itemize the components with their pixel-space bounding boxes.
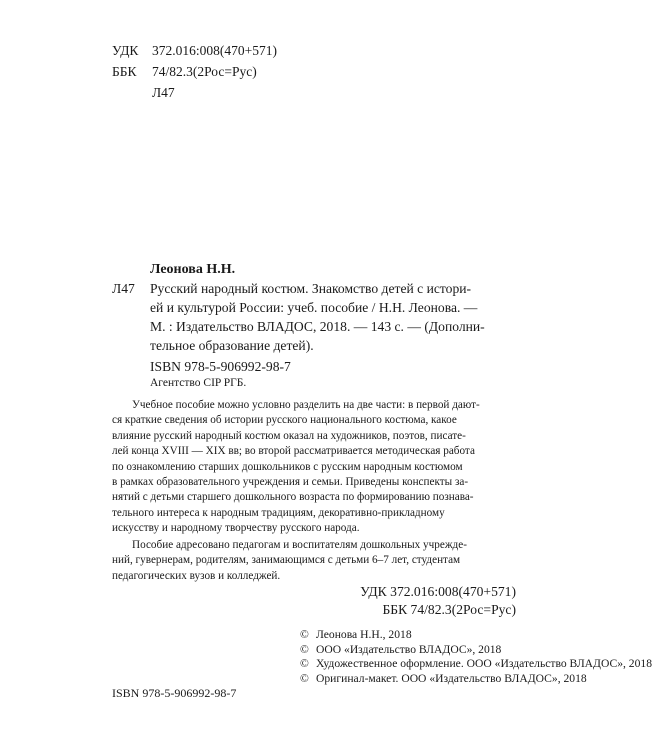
copyright-entry xyxy=(300,671,587,687)
annotation-line: Учебное пособие можно условно разделить на две части: в первой дают- xyxy=(132,399,480,411)
author-mark-record: Л47 xyxy=(112,281,135,296)
isbn-bottom: ISBN 978-5-906992-98-7 xyxy=(112,686,237,700)
bbk-value: 74/82.3(2Рос=Рус) xyxy=(152,64,257,79)
copyright-icon: © xyxy=(300,642,309,656)
copyright-icon: © xyxy=(300,628,309,641)
annotation-line: лей конца XVIII — XIX вв; во второй рассматривается методическая работа xyxy=(112,445,475,458)
copyright-entry xyxy=(300,643,520,658)
copyright-line: Художественное оформление. xyxy=(316,657,464,671)
annotation-line: ний, гувернерам, родителям, занимающимся с детьми 6–7 лет, студентам xyxy=(112,554,461,567)
annotation-line: влияние русский народный костюм оказал на художников, поэтов, писате- xyxy=(112,429,466,442)
annotation-line: ся краткие сведения об истории русского национального костюма, какое xyxy=(112,414,457,427)
description-line: тельное образование детей). xyxy=(150,338,314,353)
annotation-line: в рамках образовательного учреждения и семьи. Приведены конспекты за- xyxy=(112,476,469,489)
copyright-icon: © xyxy=(300,657,309,671)
description-line: ей и культурой России: учеб. пособие / Н.Н. Леонова. — xyxy=(150,300,478,315)
bbk-right: ББК 74/82.3(2Рос=Рус) xyxy=(382,602,516,617)
copyright-line: ООО «Издательство ВЛАДОС», 2018 xyxy=(316,642,502,656)
copyright-line: ВЛАДОС», 2018 xyxy=(504,671,587,685)
annotation-paragraph-2 xyxy=(112,538,516,584)
annotation-line: искусству и народному творчеству русского народа. xyxy=(112,522,360,535)
copyright-icon: © xyxy=(300,671,309,685)
annotation-line: Пособие адресовано педагогам и воспитателям дошкольных учрежде- xyxy=(132,539,467,551)
annotation-line: по ознакомлению старших дошкольников с русским народным костюмом xyxy=(112,460,463,473)
bbk-label: ББК xyxy=(112,64,137,79)
udk-line xyxy=(112,40,277,61)
author-mark-top: Л47 xyxy=(152,85,175,100)
copyright-entry xyxy=(300,657,652,672)
bibliographic-description xyxy=(150,279,516,355)
annotation-paragraph-1 xyxy=(112,398,516,537)
udk-right: УДК 372.016:008(470+571) xyxy=(360,584,516,599)
annotation-line: педагогических вузов и колледжей. xyxy=(112,569,281,582)
annotation-line: тельного интереса к народным традициям, декоративно-прикладному xyxy=(112,506,445,519)
copyright-line: ООО «Издательство ВЛАДОС», 2018 xyxy=(466,657,652,671)
description-line: Русский народный костюм. Знакомство детей с истори- xyxy=(150,281,472,296)
isbn-record: ISBN 978-5-906992-98-7 xyxy=(150,359,291,374)
copyright-line: Оригинал-макет. ООО «Издательство xyxy=(316,671,502,685)
copyright-entry xyxy=(300,628,520,643)
annotation-line: нятий с детьми старшего дошкольного возраста по формированию познава- xyxy=(112,491,474,504)
description-line: М. : Издательство ВЛАДОС, 2018. — 143 с. — (Дополни- xyxy=(150,319,485,334)
author-name: Леонова Н.Н. xyxy=(150,262,236,277)
cip-agency: Агентство CIP РГБ. xyxy=(150,377,247,389)
bbk-line xyxy=(112,61,257,82)
udk-value: 372.016:008(470+571) xyxy=(152,43,277,58)
udk-label: УДК xyxy=(112,43,139,58)
copyright-line: Леонова Н.Н., 2018 xyxy=(316,628,412,641)
copyright-block xyxy=(300,628,652,686)
